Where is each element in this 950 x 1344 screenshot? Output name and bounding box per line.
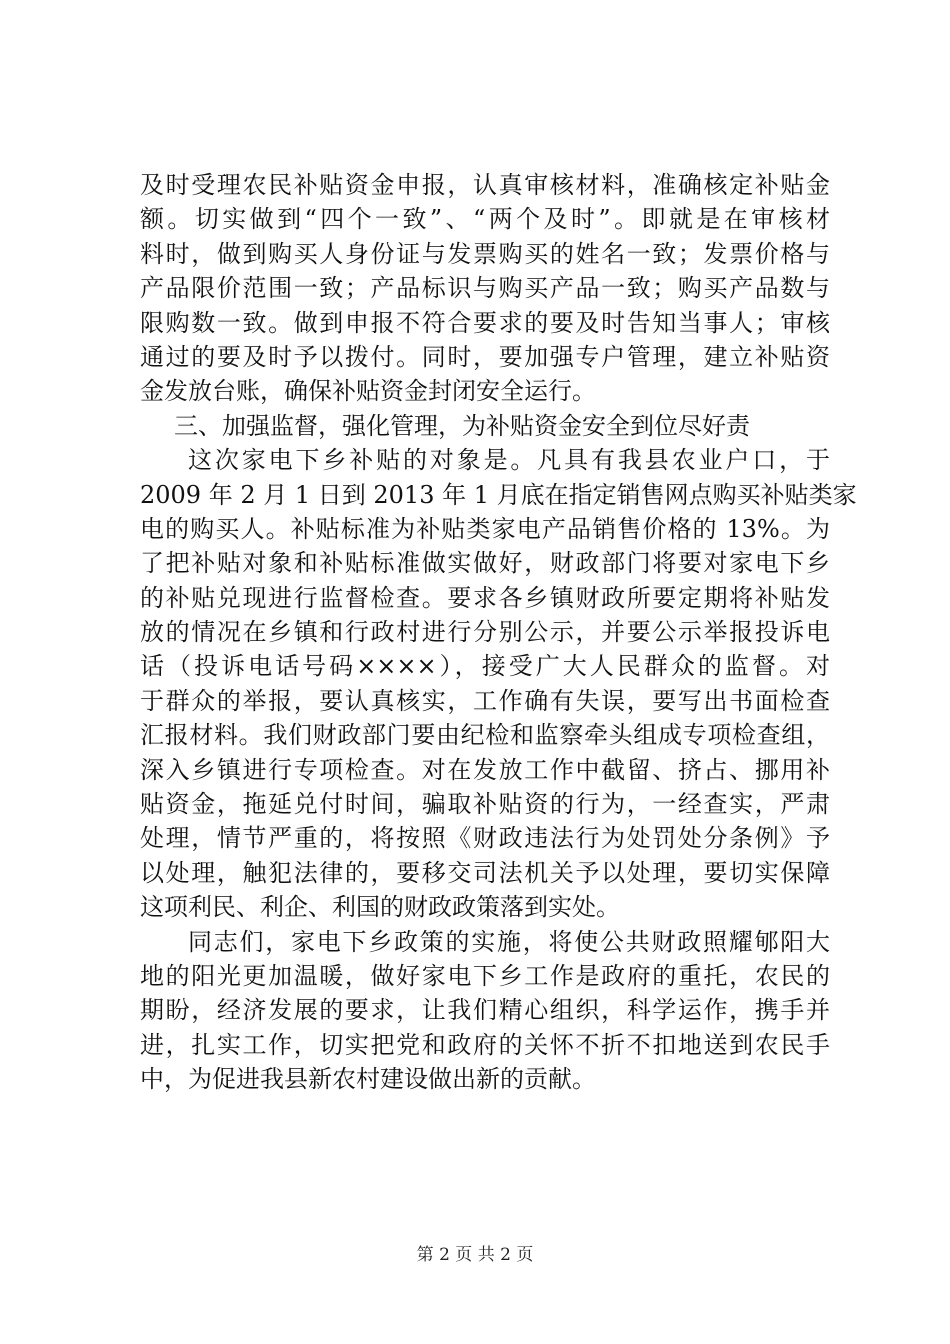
- text-line: 料时，做到购买人身份证与发票购买的姓名一致；发票价格与: [140, 239, 830, 268]
- text-line: 于群众的举报，要认真核实，工作确有失误，要写出书面检查: [140, 686, 830, 715]
- text-line: 同志们，家电下乡政策的实施，将使公共财政照耀郇阳大: [188, 927, 830, 956]
- text-line: 放的情况在乡镇和行政村进行分别公示，并要公示举报投诉电: [140, 618, 830, 647]
- text-line: 及时受理农民补贴资金申报，认真审核材料，准确核定补贴金: [140, 171, 830, 199]
- text-line: 额。切实做到“四个一致”、“两个及时”。即就是在审核材: [140, 205, 830, 234]
- body-text: [140, 168, 857, 1097]
- text-line: 贴资金，拖延兑付时间，骗取补贴资的行为，一经查实，严肃: [140, 790, 830, 819]
- text-line: 进，扎实工作，切实把党和政府的关怀不折不扣地送到农民手: [140, 1030, 830, 1059]
- text-line: 的补贴兑现进行监督检查。要求各乡镇财政所要定期将补贴发: [140, 583, 830, 612]
- text-line: 了把补贴对象和补贴标准做实做好，财政部门将要对家电下乡: [140, 549, 830, 578]
- text-line: 这次家电下乡补贴的对象是。凡具有我县农业户口，于: [188, 446, 830, 475]
- text-line: 处理，情节严重的，将按照《财政违法行为处罚处分条例》予: [140, 824, 830, 853]
- text-line: 产品限价范围一致；产品标识与购买产品一致；购买产品数与: [140, 274, 830, 303]
- text-line: 这项利民、利企、利国的财政政策落到实处。: [140, 893, 620, 922]
- text-line: 以处理，触犯法律的，要移交司法机关予以处理，要切实保障: [140, 858, 830, 887]
- text-line: 电的购买人。补贴标准为补贴类家电产品销售价格的 13%。为: [140, 514, 830, 543]
- section-heading: 三、加强监督，强化管理，为补贴资金安全到位尽好责: [174, 411, 750, 440]
- text-line: 2009 年 2 月 1 日到 2013 年 1 月底在指定销售网点购买补贴类家: [140, 480, 857, 509]
- text-line: 期盼，经济发展的要求，让我们精心组织，科学运作，携手并: [140, 996, 830, 1025]
- text-line: 地的阳光更加温暖，做好家电下乡工作是政府的重托，农民的: [140, 961, 830, 990]
- text-line: 中，为促进我县新农村建设做出新的贡献。: [140, 1065, 596, 1094]
- text-line: 限购数一致。做到申报不符合要求的要及时告知当事人；审核: [140, 308, 830, 337]
- text-line: 通过的要及时予以拨付。同时，要加强专户管理，建立补贴资: [140, 342, 830, 371]
- text-line: 金发放台账，确保补贴资金封闭安全运行。: [140, 377, 596, 406]
- text-line: 汇报材料。我们财政部门要由纪检和监察牵头组成专项检查组，: [140, 721, 830, 750]
- text-line: 话（投诉电话号码××××），接受广大人民群众的监督。对: [140, 652, 830, 681]
- text-line: 深入乡镇进行专项检查。对在发放工作中截留、挤占、挪用补: [140, 755, 830, 784]
- page-number-footer: 第 2 页 共 2 页: [416, 1245, 534, 1265]
